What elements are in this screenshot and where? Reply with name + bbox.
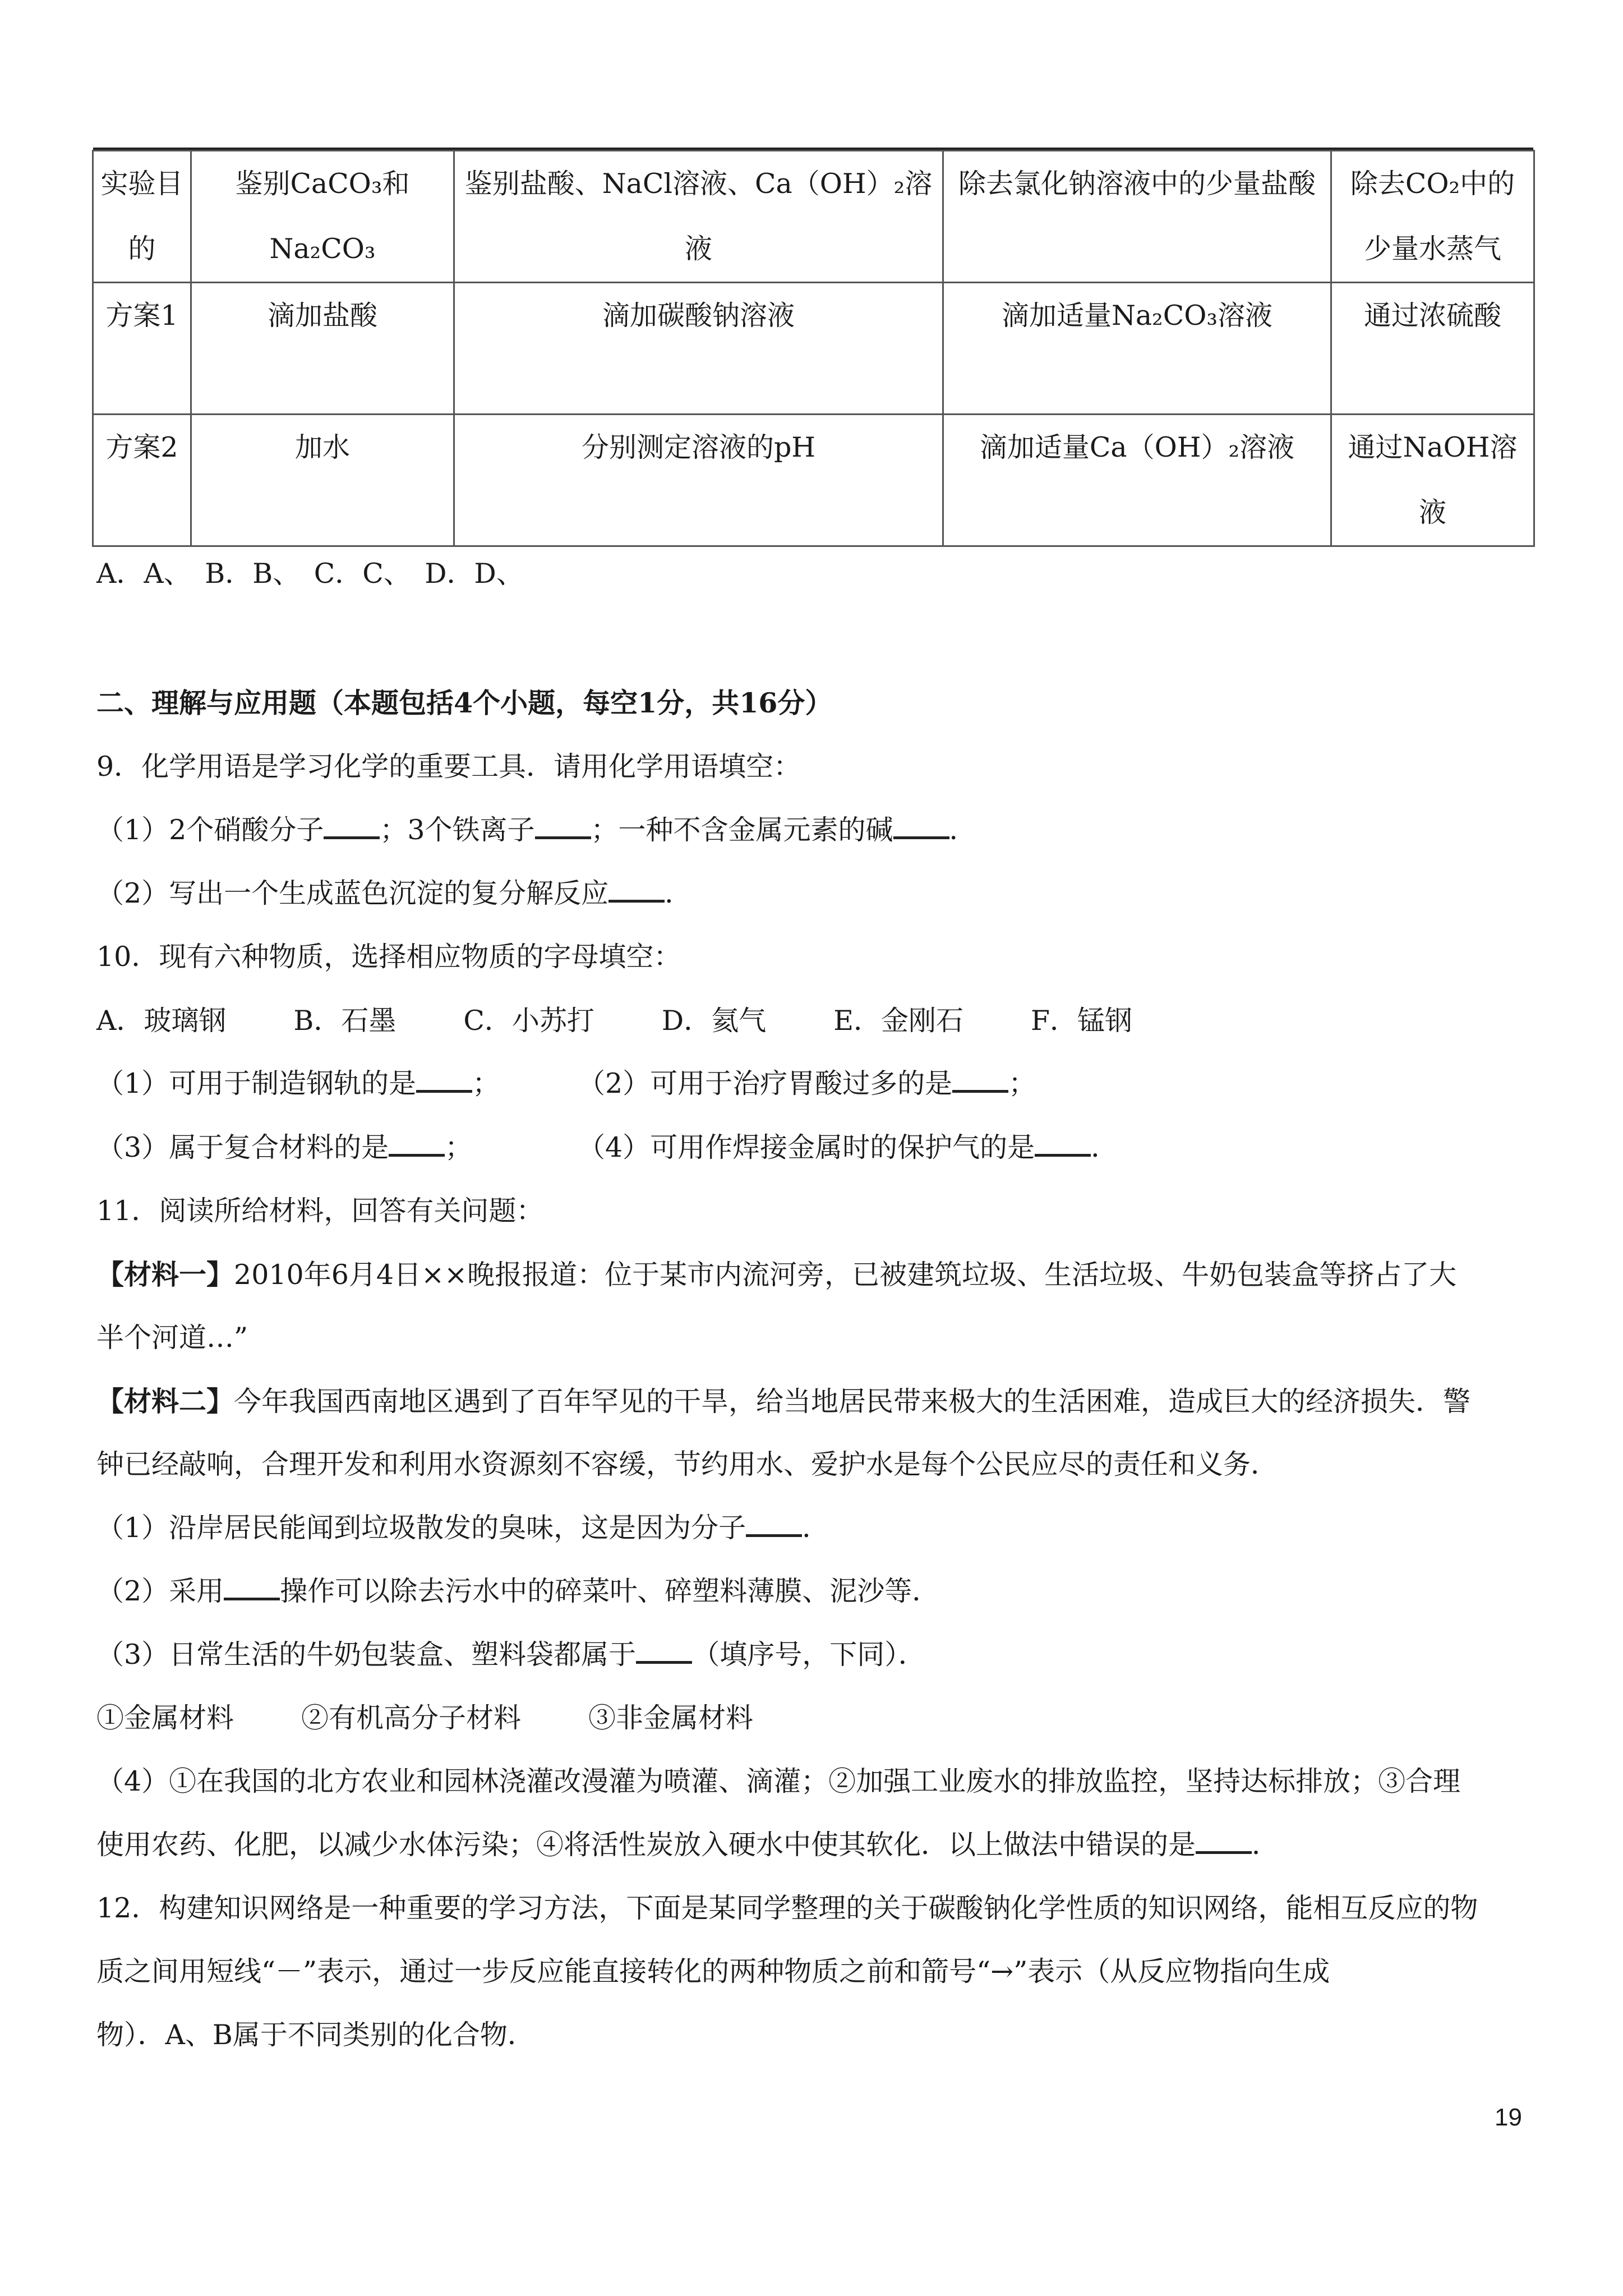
q11-part4: （4）①在我国的北方农业和园林浇灌改漫灌为喷灌、滴灌；②加强工业废水的排放监控，坚持达标排放；③合理: [96, 1765, 1461, 1797]
q11-part3-options: [96, 1699, 820, 1738]
option-f: F．锰钢: [1030, 1005, 1132, 1037]
option-a: A．玻璃钢: [96, 1005, 227, 1037]
q12-line3: 物）．A、B属于不同类别的化合物．: [96, 2019, 535, 2051]
q11-material2: 【材料二】今年我国西南地区遇到了百年罕见的干旱，给当地居民带来极大的生活困难，造成巨大的经济损失．警: [96, 1385, 1471, 1418]
option-c: C．小苏打: [463, 1005, 594, 1037]
table-cell: 通过浓硫酸: [1331, 283, 1534, 415]
q9-stem: 9．化学用语是学习化学的重要工具．请用化学用语填空：: [96, 751, 801, 783]
q11-part4-cont: 使用农药、化肥，以减少水体污染；④将活性炭放入硬水中使其软化．以上做法中错误的是 ．: [96, 1829, 1280, 1861]
table-cell: 除去氯化钠溶液中的少量盐酸: [943, 151, 1331, 283]
table-cell: 除去CO₂中的少量水蒸气: [1331, 151, 1534, 283]
table-cell: 实验目的: [93, 151, 191, 283]
table-cell: 分别测定溶液的pH: [454, 415, 943, 546]
material-option: ③非金属材料: [588, 1702, 754, 1734]
table-cell: 方案2: [93, 415, 191, 546]
q9-part2: （2）写出一个生成蓝色沉淀的复分解反应 ．: [96, 877, 693, 909]
experiment-table: [92, 150, 1535, 547]
answer-blank[interactable]: [416, 1066, 472, 1093]
section-title: 二、理解与应用题（本题包括4个小题，每空1分，共16分）: [96, 687, 833, 719]
answer-blank[interactable]: [952, 1066, 1008, 1093]
q12-line2: 质之间用短线“－”表示，通过一步反应能直接转化的两种物质之前和箭号“→”表示（从反应物指向生成: [96, 1955, 1330, 1987]
answer-blank[interactable]: [608, 876, 665, 903]
q10-row2: （3）属于复合材料的是 ；: [96, 1131, 473, 1163]
answer-blank[interactable]: [893, 813, 949, 839]
table-row: [93, 415, 1534, 546]
table-cell: 方案1: [93, 283, 191, 415]
option-b: B．石墨: [293, 1005, 396, 1037]
table-row: [93, 151, 1534, 283]
answer-blank[interactable]: [324, 813, 380, 839]
material-option: ①金属材料: [96, 1702, 234, 1734]
table-cell: 滴加适量Na₂CO₃溶液: [943, 283, 1331, 415]
table-cell: 鉴别盐酸、NaCl溶液、Ca（OH）₂溶液: [454, 151, 943, 283]
q10-row2-right: （4）可用作焊接金属时的保护气的是 ．: [578, 1131, 1119, 1163]
answer-blank[interactable]: [224, 1574, 280, 1600]
answer-blank[interactable]: [1196, 1828, 1252, 1854]
answer-blank[interactable]: [636, 1637, 692, 1664]
page-number: 19: [1495, 2104, 1522, 2131]
option-d: D．氦气: [661, 1005, 767, 1037]
answer-blank[interactable]: [746, 1511, 802, 1537]
table-cell: 鉴别CaCO₃和Na₂CO₃: [191, 151, 454, 283]
q9-part1: （1）2个硝酸分子 ；3个铁离子 ；一种不含金属元素的碱 ．: [96, 814, 977, 846]
q12-line1: 12．构建知识网络是一种重要的学习方法，下面是某同学整理的关于碳酸钠化学性质的知识网络，能相互反应的物: [96, 1892, 1478, 1924]
q11-material2-cont: 钟已经敲响，合理开发和利用水资源刻不容缓，节约用水、爱护水是每个公民应尽的责任和义务．: [96, 1448, 1279, 1480]
q11-part1: （1）沿岸居民能闻到垃圾散发的臭味，这是因为分子 ．: [96, 1512, 830, 1544]
q11-part2: （2）采用 操作可以除去污水中的碎菜叶、碎塑料薄膜、泥沙等．: [96, 1575, 940, 1607]
table-cell: 滴加适量Ca（OH）₂溶液: [943, 415, 1331, 546]
q10-stem: 10．现有六种物质，选择相应物质的字母填空：: [96, 941, 681, 973]
answer-choices: A．A、 B．B、 C．C、 D．D、: [96, 558, 524, 590]
table-cell: 滴加碳酸钠溶液: [454, 283, 943, 415]
table-cell: 通过NaOH溶液: [1331, 415, 1534, 546]
q11-material1-cont: 半个河道…”: [96, 1322, 248, 1354]
answer-blank[interactable]: [1035, 1130, 1091, 1157]
material-option: ②有机高分子材料: [301, 1702, 522, 1734]
q11-part3: （3）日常生活的牛奶包装盒、塑料袋都属于 （填序号，下同）．: [96, 1639, 926, 1671]
q11-material1: 【材料一】2010年6月4日××晚报报道：位于某市内流河旁，已被建筑垃圾、生活垃圾、牛奶包装盒等挤占了大: [96, 1258, 1457, 1291]
q10-row1-right: （2）可用于治疗胃酸过多的是 ；: [578, 1068, 1036, 1099]
option-e: E．金刚石: [833, 1005, 963, 1037]
answer-blank[interactable]: [389, 1130, 445, 1157]
table-cell: 加水: [191, 415, 454, 546]
table-row: [93, 283, 1534, 415]
answer-blank[interactable]: [535, 813, 591, 839]
q10-options: [96, 1001, 1200, 1041]
table-cell: 滴加盐酸: [191, 283, 454, 415]
q11-stem: 11．阅读所给材料，回答有关问题：: [96, 1195, 544, 1227]
q10-row1: （1）可用于制造钢轨的是 ；: [96, 1068, 500, 1099]
